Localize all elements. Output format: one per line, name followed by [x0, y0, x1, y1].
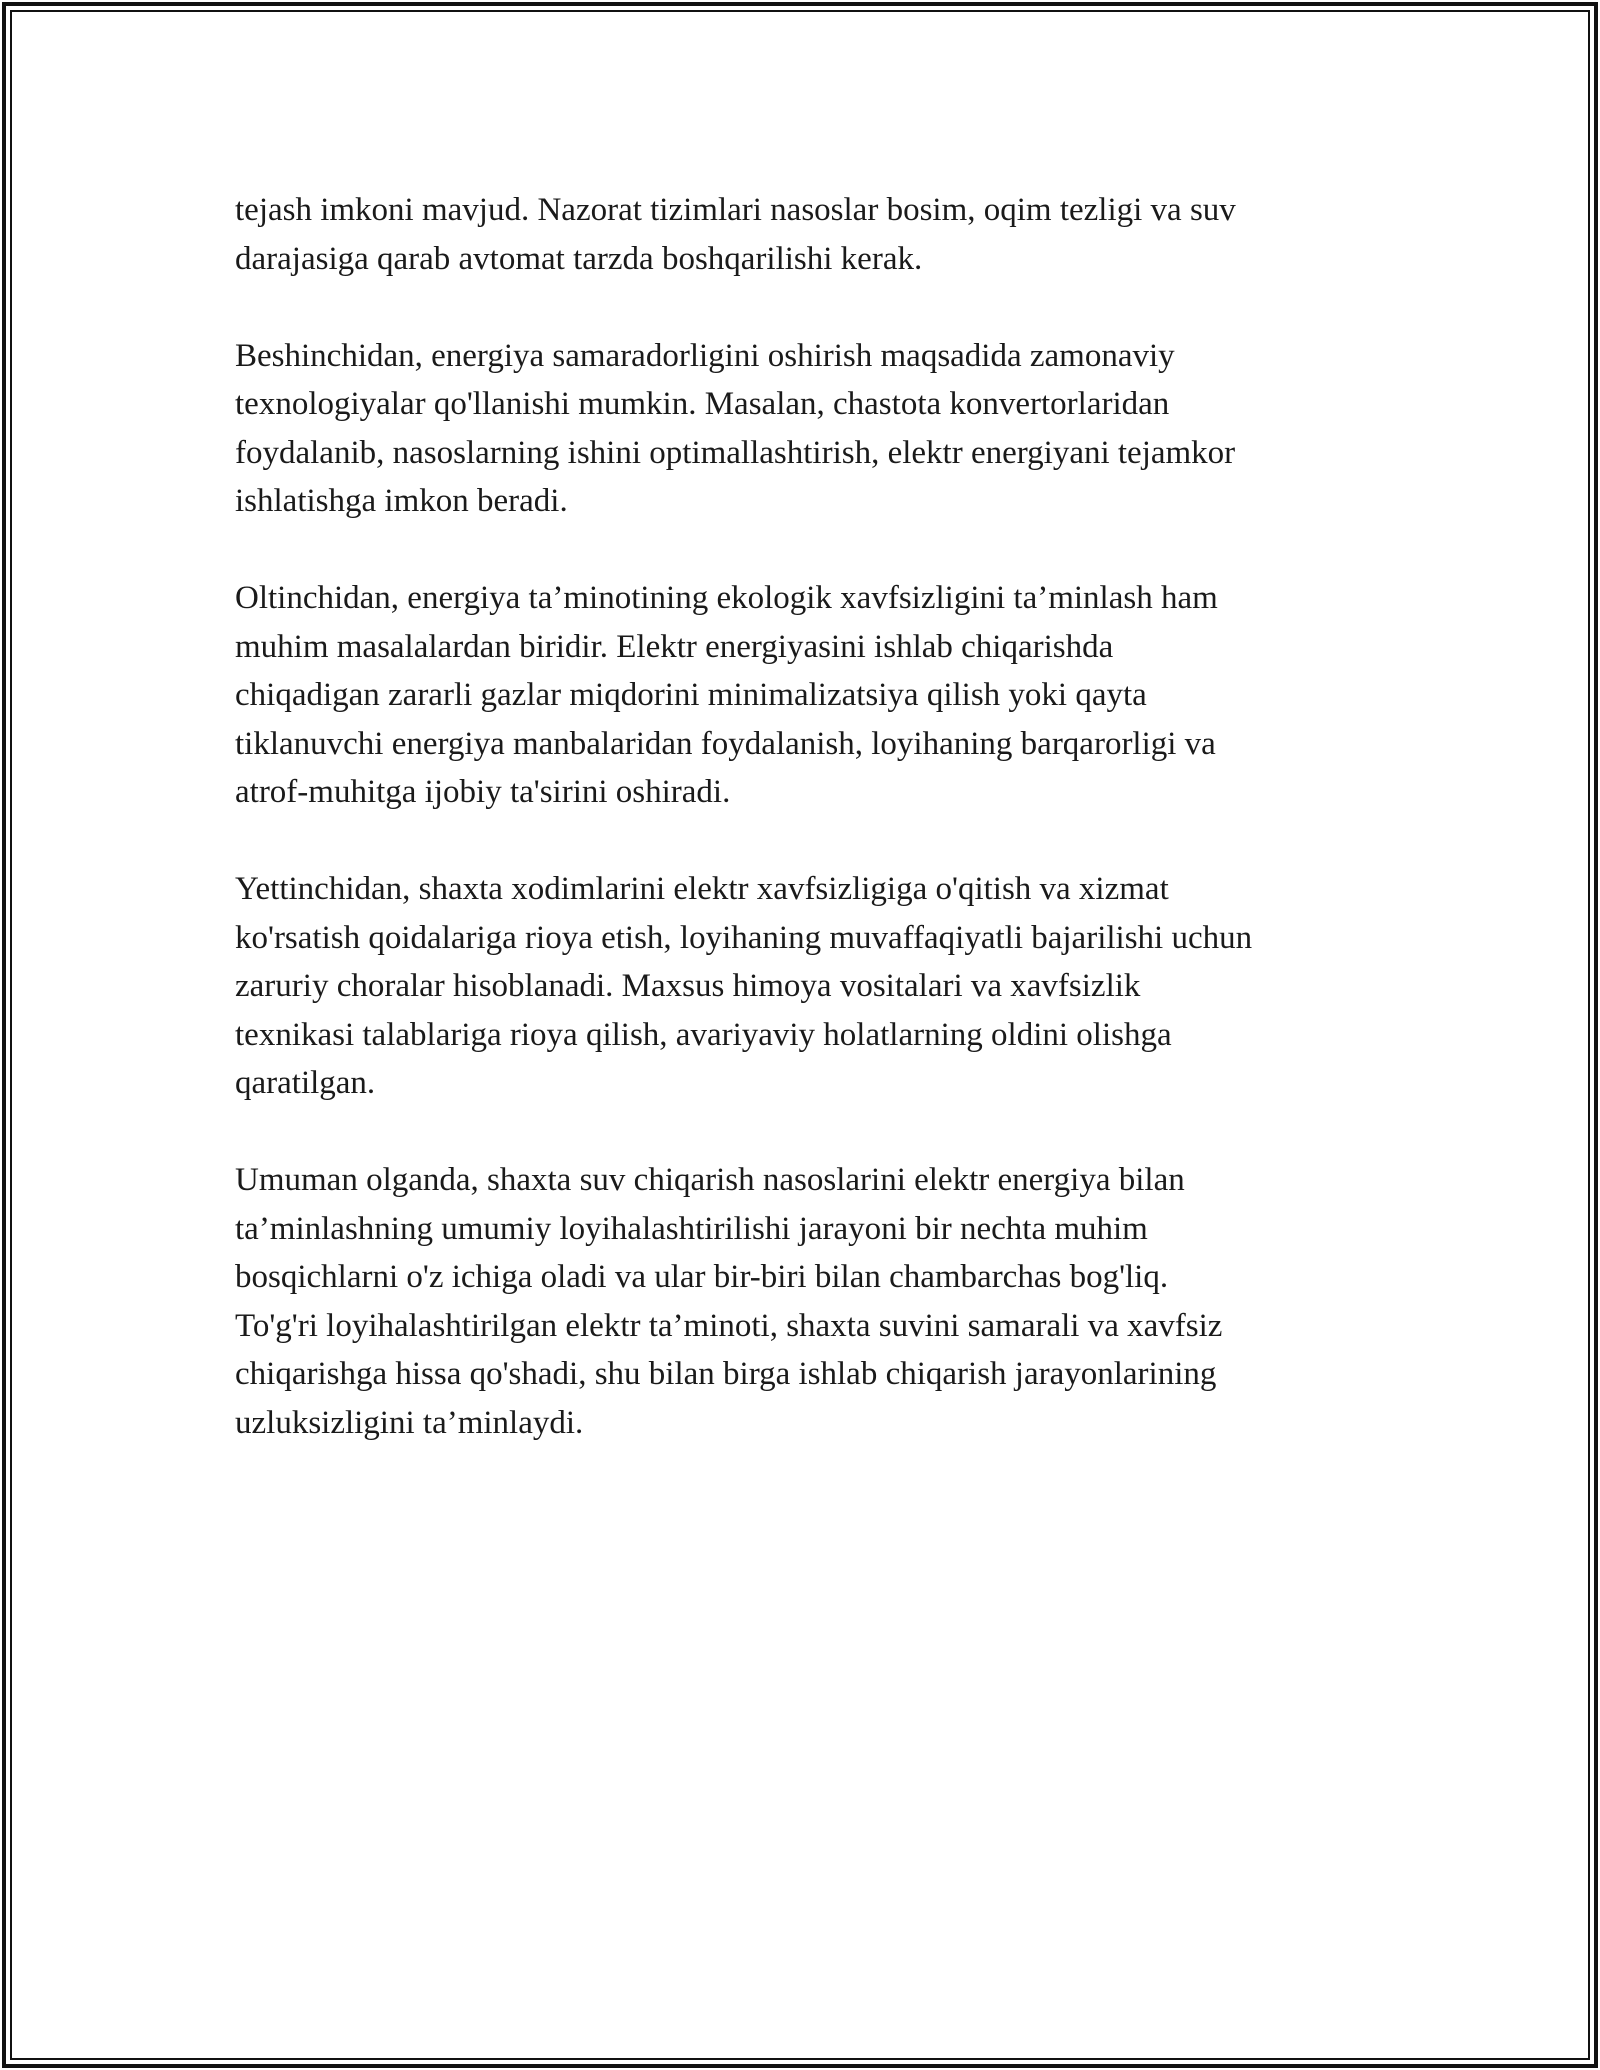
- text-line: texnologiyalar qo'llanishi mumkin. Masalan, chastota konvertorlaridan: [235, 386, 1170, 422]
- text-line: ishlatishga imkon beradi.: [235, 483, 568, 519]
- text-line: Beshinchidan, energiya samaradorligini oshirish maqsadida zamonaviy: [235, 337, 1175, 374]
- text-line: tejash imkoni mavjud. Nazorat tizimlari nasoslar bosim, oqim tezligi va suv: [235, 192, 1236, 228]
- paragraph: [235, 1156, 1375, 1447]
- paragraph: [235, 865, 1375, 1108]
- text-line: muhim masalalardan biridir. Elektr energiyasini ishlab chiqarishda: [235, 628, 1114, 665]
- text-line: chiqarishga hissa qo'shadi, shu bilan birga ishlab chiqarish jarayonlarining: [235, 1356, 1217, 1392]
- text-line: darajasiga qarab avtomat tarzda boshqarilishi kerak.: [235, 240, 923, 277]
- text-line: Oltinchidan, energiya ta’minotining ekologik xavfsizligini ta’minlash ham: [235, 580, 1218, 616]
- text-line: Umuman olganda, shaxta suv chiqarish nasoslarini elektr energiya bilan: [235, 1162, 1185, 1198]
- text-line: Yettinchidan, shaxta xodimlarini elektr xavfsizligiga o'qitish va xizmat: [235, 871, 1169, 907]
- text-line: uzluksizligini ta’minlaydi.: [235, 1404, 584, 1441]
- text-line: To'g'ri loyihalashtirilgan elektr ta’minoti, shaxta suvini samarali va xavfsiz: [235, 1307, 1223, 1344]
- paragraph: [235, 332, 1375, 526]
- text-line: ta’minlashning umumiy loyihalashtirilishi jarayoni bir nechta muhim: [235, 1210, 1148, 1247]
- text-line: ko'rsatish qoidalariga rioya etish, loyihaning muvaffaqiyatli bajarilishi uchun: [235, 919, 1253, 956]
- text-line: atrof-muhitga ijobiy ta'sirini oshiradi.: [235, 774, 731, 810]
- text-line: texnikasi talablariga rioya qilish, avariyaviy holatlarning oldini olishga: [235, 1016, 1172, 1053]
- text-line: qaratilgan.: [235, 1065, 376, 1101]
- text-line: tiklanuvchi energiya manbalaridan foydalanish, loyihaning barqarorligi va: [235, 725, 1216, 762]
- document-body: [235, 186, 1375, 1496]
- paragraph: [235, 186, 1375, 283]
- text-line: zaruriy choralar hisoblanadi. Maxsus himoya vositalari va xavfsizlik: [235, 968, 1141, 1004]
- text-line: foydalanib, nasoslarning ishini optimallashtirish, elektr energiyani tejamkor: [235, 434, 1236, 471]
- paragraph: [235, 574, 1375, 817]
- text-line: bosqichlarni o'z ichiga oladi va ular bir-biri bilan chambarchas bog'liq.: [235, 1259, 1169, 1295]
- text-line: chiqadigan zararli gazlar miqdorini minimalizatsiya qilish yoki qayta: [235, 677, 1147, 713]
